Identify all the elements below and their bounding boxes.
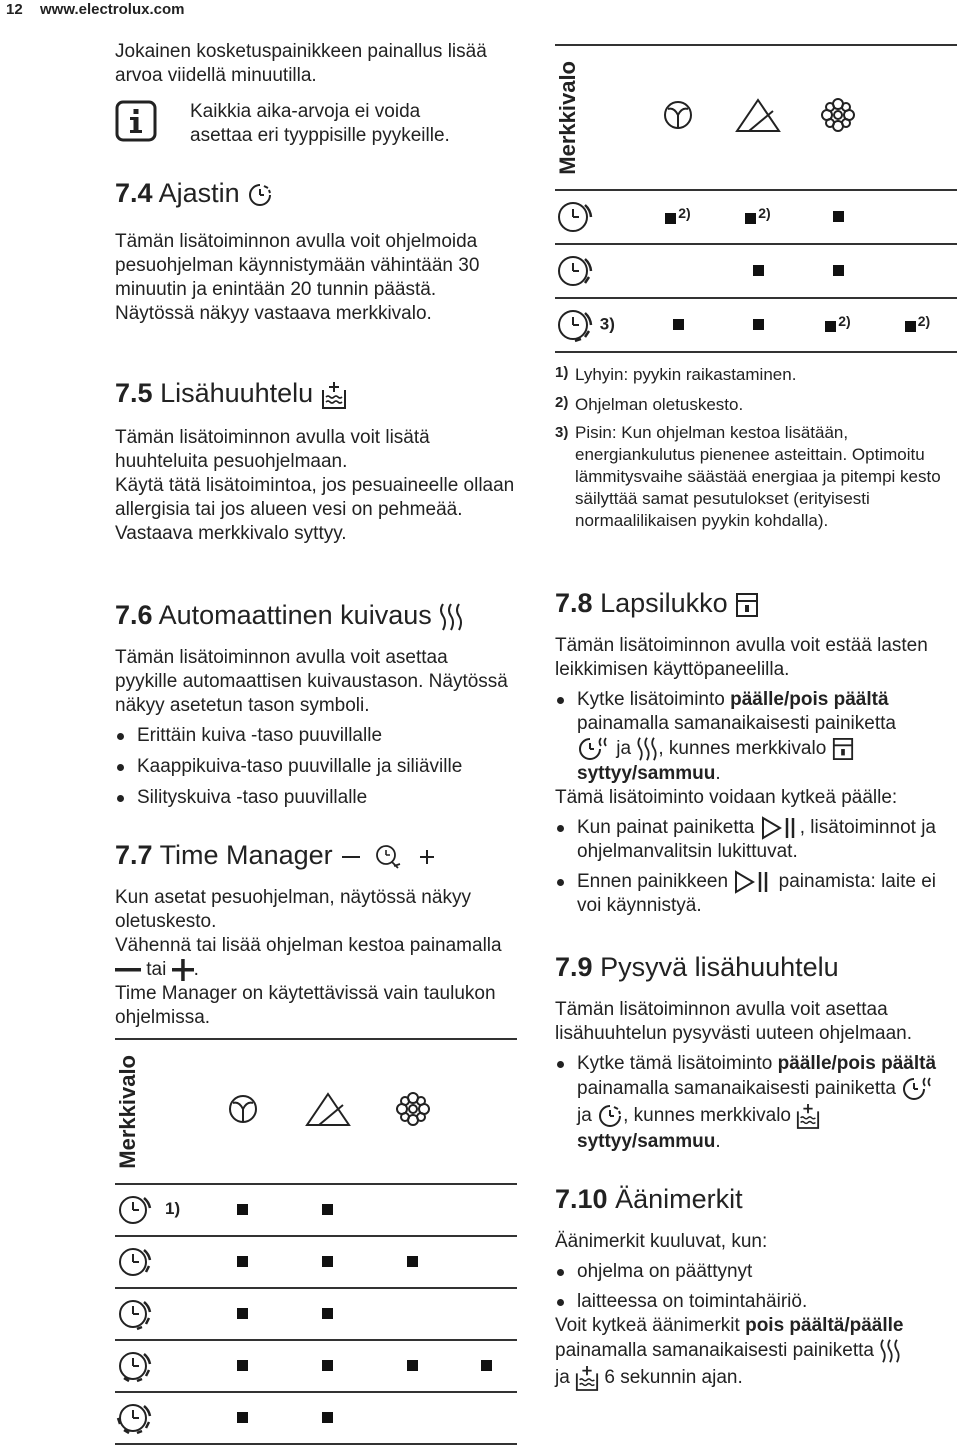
list-item: Silityskuiva -taso puuvillalle [115, 786, 515, 810]
auto-dry-icon [636, 736, 658, 762]
list-item: Ennen painikkeen painamista: laite ei voi käynnistyä. [555, 870, 955, 918]
heading-title: Lapsilukko [600, 588, 728, 618]
table-cell [285, 1340, 370, 1392]
paragraph: Kun asetat pesuohjelman, näytössä näkyy oletuskesto. [115, 887, 471, 932]
table-cell [370, 1288, 455, 1340]
table-row [115, 1340, 517, 1392]
delicates-icon [798, 45, 878, 190]
indicator-mark [322, 1256, 333, 1267]
footnote-ref: 1) [165, 1199, 181, 1219]
table-cell [455, 1236, 517, 1288]
duration-icon [115, 1236, 200, 1288]
paragraph: Tämä lisätoiminto voidaan kytkeä päälle: [555, 787, 898, 808]
heading-number: 7.9 [555, 952, 593, 982]
section-7-5-body [115, 426, 515, 546]
table-cell [370, 1184, 455, 1236]
table-cell [798, 244, 878, 298]
indicator-mark [237, 1360, 248, 1371]
paragraph: Tämän lisätoiminnon avulla voit ohjelmoida pesuohjelman käynnistymään vähintään 30 minuutin ja enintään 20 tunnin päästä. [115, 231, 480, 300]
plus-icon [172, 959, 194, 981]
table-header-cell [555, 45, 638, 190]
section-7-7-body [115, 886, 520, 1030]
paragraph: Tämän lisätoiminnon avulla voit asettaa pyykille automaattisen kuivaustason. Näytössä näkyy asetetun tason symboli. [115, 647, 508, 716]
minus-icon [115, 965, 141, 975]
footnote: 2) Ohjelman oletuskesto. [555, 394, 744, 414]
table-cell [718, 298, 798, 352]
paragraph [115, 934, 520, 982]
duration-icon [115, 1392, 200, 1444]
table-cell [798, 190, 878, 244]
indicator-mark [322, 1308, 333, 1319]
indicator-mark [407, 1360, 418, 1371]
heading-title: Pysyvä lisähuuhtelu [600, 952, 839, 982]
footnote: 1) Lyhyin: pyykin raikastaminen. [555, 364, 797, 384]
text: Vähennä tai lisää ohjelman kestoa painamalla [115, 935, 502, 956]
paragraph: Time Manager on käytettävissä vain taulukon ohjelmissa. [115, 983, 496, 1028]
list-item: Kytke tämä lisätoiminto päälle/pois päältä painamalla samanaikaisesti painiketta ja , kunnes merkkivalo syttyy/sammuu. [555, 1052, 955, 1154]
indicator-mark [407, 1256, 418, 1267]
table-row [115, 1392, 517, 1444]
indicator-mark [322, 1360, 333, 1371]
paragraph: Äänimerkit kuuluvat, kun: [555, 1231, 768, 1252]
heading-7-5 [115, 376, 347, 410]
table-cell [200, 1288, 285, 1340]
table-cell [285, 1184, 370, 1236]
table-row [115, 1288, 517, 1340]
table-cell [370, 1236, 455, 1288]
table-cell: 2) [798, 298, 878, 352]
section-7-4-body [115, 230, 515, 326]
heading-number: 7.7 [115, 840, 153, 870]
table-cell [285, 1288, 370, 1340]
table-row [555, 298, 957, 352]
heading-7-4 [115, 176, 273, 210]
list-item: Erittäin kuiva -taso puuvillalle [115, 724, 515, 748]
intro-text: Jokainen kosketuspainikkeen painallus lisää arvoa viidellä minuutilla. [115, 41, 487, 86]
heading-title: Time Manager [159, 840, 333, 870]
table-cell [638, 244, 718, 298]
table-row [115, 1236, 517, 1288]
text: tai [146, 959, 167, 980]
heading-title: Äänimerkit [615, 1184, 743, 1214]
info-note [190, 100, 480, 148]
section-7-10-body [555, 1230, 960, 1392]
heading-number: 7.6 [115, 600, 153, 630]
timer-dry-icon [901, 1076, 935, 1102]
table-cell [455, 1392, 517, 1444]
auto-dry-icon [879, 1338, 901, 1364]
timer-dry-icon [577, 736, 611, 762]
extra-rinse-icon [575, 1364, 599, 1392]
table-cell [200, 1340, 285, 1392]
table-cell [455, 1288, 517, 1340]
info-icon [115, 100, 157, 147]
child-lock-icon [832, 737, 854, 761]
list-item: Kun painat painiketta , lisätoiminnot ja ohjelmanvalitsin lukittuvat. [555, 816, 955, 864]
paragraph: Näytössä näkyy vastaava merkkivalo. [115, 303, 432, 324]
delicates-icon [370, 1039, 455, 1184]
table-cell: 2) [878, 298, 957, 352]
timer-icon [597, 1103, 623, 1129]
heading-title: Lisähuuhtelu [160, 378, 314, 408]
info-note-text: Kaikkia aika-arvoja ei voida asettaa eri tyyppisille pyykeille. [190, 101, 450, 146]
table-cell [200, 1236, 285, 1288]
indicator-mark [237, 1412, 248, 1423]
indicator-mark [322, 1204, 333, 1215]
indicator-mark [237, 1308, 248, 1319]
heading-7-9 [555, 950, 839, 984]
time-manager-icon [340, 842, 436, 872]
heading-7-8 [555, 586, 759, 620]
duration-icon [115, 1184, 200, 1236]
duration-icon [555, 244, 638, 298]
synthetics-icon [718, 45, 798, 190]
child-lock-icon [735, 592, 759, 618]
table-row [555, 190, 957, 244]
footnotes [555, 362, 955, 532]
time-manager-table [115, 1038, 517, 1445]
paragraph: Tämän lisätoiminnon avulla voit asettaa lisähuuhtelun pysyvästi uuteen ohjelmaan. [555, 999, 913, 1044]
table-cell [718, 244, 798, 298]
paragraph: Vastaava merkkivalo syttyy. [115, 523, 347, 544]
auto-dry-icon [439, 602, 463, 632]
table-header-cell [115, 1039, 200, 1184]
table-header-label: Merkkivalo [115, 1054, 140, 1169]
table-cell [455, 1340, 517, 1392]
heading-7-7 [115, 838, 436, 872]
table-cell [200, 1392, 285, 1444]
table-cell: 2) [718, 190, 798, 244]
list-item: ohjelma on päättynyt [555, 1260, 960, 1284]
duration-icon [555, 190, 638, 244]
duration-icon [115, 1288, 200, 1340]
indicator-mark [237, 1256, 248, 1267]
heading-7-10 [555, 1182, 743, 1216]
site-url: www.electrolux.com [40, 1, 185, 18]
start-pause-icon [760, 816, 800, 840]
indicator-mark [237, 1204, 248, 1215]
heading-number: 7.4 [115, 178, 153, 208]
list-item: laitteessa on toimintahäiriö. [555, 1290, 960, 1314]
section-7-9-body [555, 998, 955, 1154]
indicator-mark [322, 1412, 333, 1423]
heading-number: 7.5 [115, 378, 153, 408]
table-row [115, 1184, 517, 1236]
table-cell: 2) [638, 190, 718, 244]
table-cell [638, 298, 718, 352]
page-number: 12 [6, 1, 23, 18]
heading-number: 7.8 [555, 588, 593, 618]
cotton-icon [638, 45, 718, 190]
heading-title: Automaattinen kuivaus [158, 600, 432, 630]
cotton-icon [200, 1039, 285, 1184]
synthetics-icon [285, 1039, 370, 1184]
list-item: Kytke lisätoiminto päälle/pois päältä painamalla samanaikaisesti painiketta ja , kunnes merkkivalo syttyy/sammuu. [555, 688, 955, 786]
left-column [115, 40, 515, 88]
paragraph: Voit kytkeä äänimerkit pois päältä/päälle painamalla samanaikaisesti painiketta ja 6 sekunnin ajan. [555, 1314, 960, 1392]
heading-title: Ajastin [158, 178, 240, 208]
paragraph: Käytä tätä lisätoimintoa, jos pesuaineelle ollaan allergisia tai jos alueen vesi on pehmeää. [115, 475, 515, 520]
merkkivalo-table [555, 44, 957, 353]
table-row [555, 244, 957, 298]
paragraph: Tämän lisätoiminnon avulla voit estää lasten leikkimisen käyttöpaneelilla. [555, 635, 928, 680]
footnote-ref: 3) [599, 314, 615, 334]
text: . [193, 959, 199, 980]
duration-icon [115, 1340, 200, 1392]
table-cell [200, 1184, 285, 1236]
timer-icon [247, 182, 273, 208]
section-7-8-body [555, 634, 955, 918]
start-pause-icon [733, 870, 773, 894]
table-header-label: Merkkivalo [555, 60, 580, 175]
list-item: Kaappikuiva-taso puuvillalle ja siliäville [115, 755, 515, 779]
indicator-mark [481, 1360, 492, 1371]
heading-7-6 [115, 598, 463, 632]
table-cell [285, 1392, 370, 1444]
extra-rinse-icon [796, 1102, 820, 1130]
extra-rinse-icon [321, 380, 347, 410]
table-cell [370, 1392, 455, 1444]
duration-icon [555, 298, 638, 352]
table-cell [285, 1236, 370, 1288]
table-cell [455, 1184, 517, 1236]
heading-number: 7.10 [555, 1184, 608, 1214]
paragraph: Tämän lisätoiminnon avulla voit lisätä huuhteluita pesuohjelmaan. [115, 427, 430, 472]
section-7-6-body [115, 646, 515, 810]
footnote: 3) Pisin: Kun ohjelman kestoa lisätään, energiankulutus pienenee asteittain. Optimoitu lämmitysvaihe säästää energiaa ja pitempi kesto säilyttää samat pesutulokset (erityisesti normaalilikaisen pyykin kohdalla). [555, 423, 941, 530]
table-cell [370, 1340, 455, 1392]
